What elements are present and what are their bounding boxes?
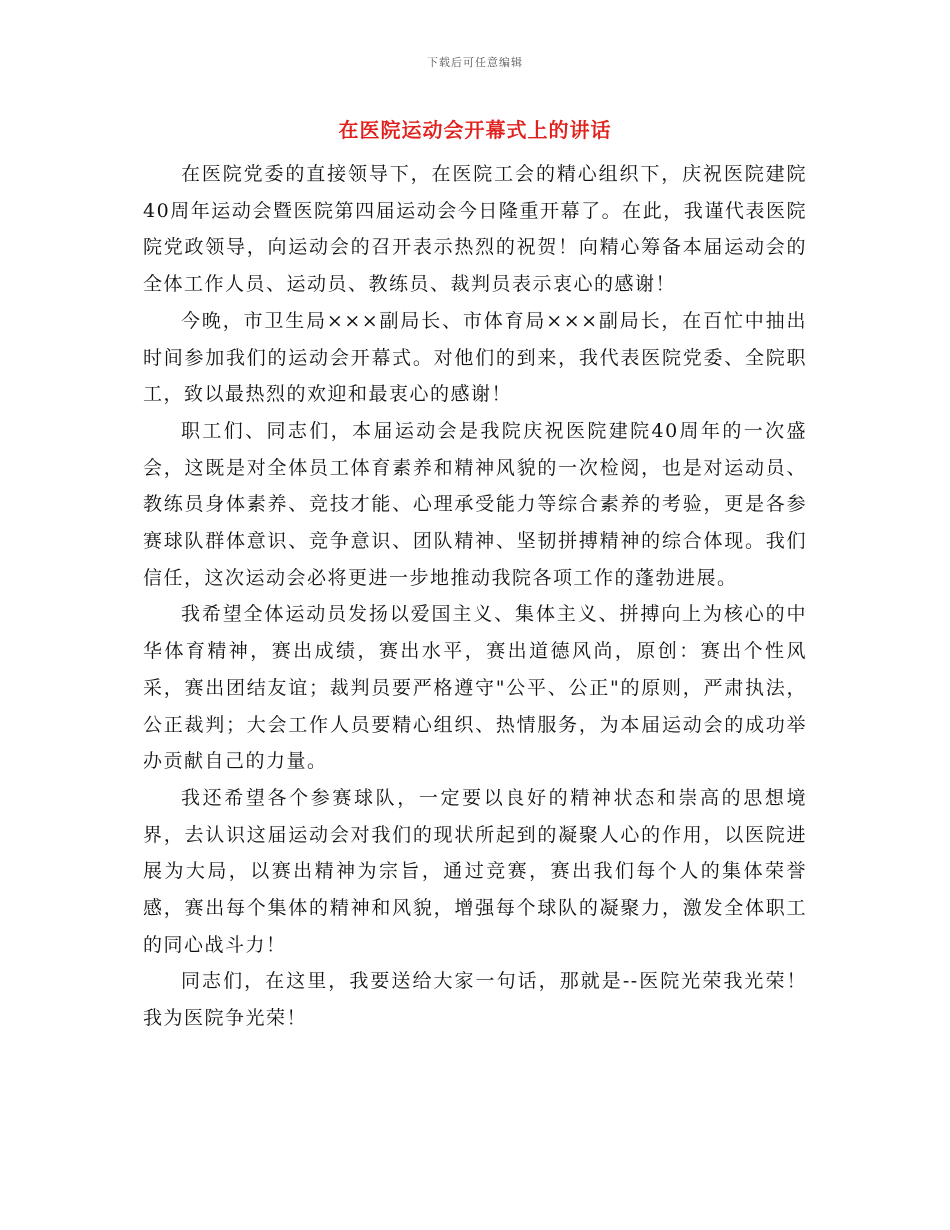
paragraph-3: 职工们、同志们，本届运动会是我院庆祝医院建院40周年的一次盛会，这既是对全体员工体育素养和精神风貌的一次检阅，也是对运动员、教练员身体素养、竞技才能、心理承受能力等综合素养的考验，更是各参赛球队群体意识、竞争意识、团队精神、坚韧拼搏精神的综合体现。我们信任，这次运动会必将更进一步地推动我院各项工作的蓬勃进展。 <box>143 419 807 589</box>
paragraph-5: 我还希望各个参赛球队，一定要以良好的精神状态和崇高的思想境界，去认识这届运动会对我们的现状所起到的凝聚人心的作用，以医院进展为大局，以赛出精神为宗旨，通过竞赛，赛出我们每个人的集体荣誉感，赛出每个集体的精神和风貌，增强每个球队的凝聚力，激发全体职工的同心战斗力！ <box>143 786 807 956</box>
document-title: 在医院运动会开幕式上的讲话 <box>338 118 612 142</box>
paragraph-1: 在医院党委的直接领导下，在医院工会的精心组织下，庆祝医院建院40周年运动会暨医院第四届运动会今日隆重开幕了。在此，我谨代表医院院党政领导，向运动会的召开表示热烈的祝贺！向精心筹备本届运动会的全体工作人员、运动员、教练员、裁判员表示衷心的感谢！ <box>143 163 807 296</box>
header-note: 下载后可任意编辑 <box>427 56 523 69</box>
paragraph-2: 今晚，市卫生局×××副局长、市体育局×××副局长，在百忙中抽出时间参加我们的运动会开幕式。对他们的到来，我代表医院党委、全院职工，致以最热烈的欢迎和最衷心的感谢！ <box>143 309 807 406</box>
document-body <box>143 156 807 1037</box>
paragraph-6: 同志们，在这里，我要送给大家一句话，那就是--医院光荣我光荣！我为医院争光荣！ <box>143 970 807 1030</box>
paragraph-4: 我希望全体运动员发扬以爱国主义、集体主义、拼搏向上为核心的中华体育精神，赛出成绩，赛出水平，赛出道德风尚，原创：赛出个性风采，赛出团结友谊；裁判员要严格遵守"公平、公正"的原则，严肃执法，公正裁判；大会工作人员要精心组织、热情服务，为本届运动会的成功举办贡献自己的力量。 <box>143 603 807 773</box>
